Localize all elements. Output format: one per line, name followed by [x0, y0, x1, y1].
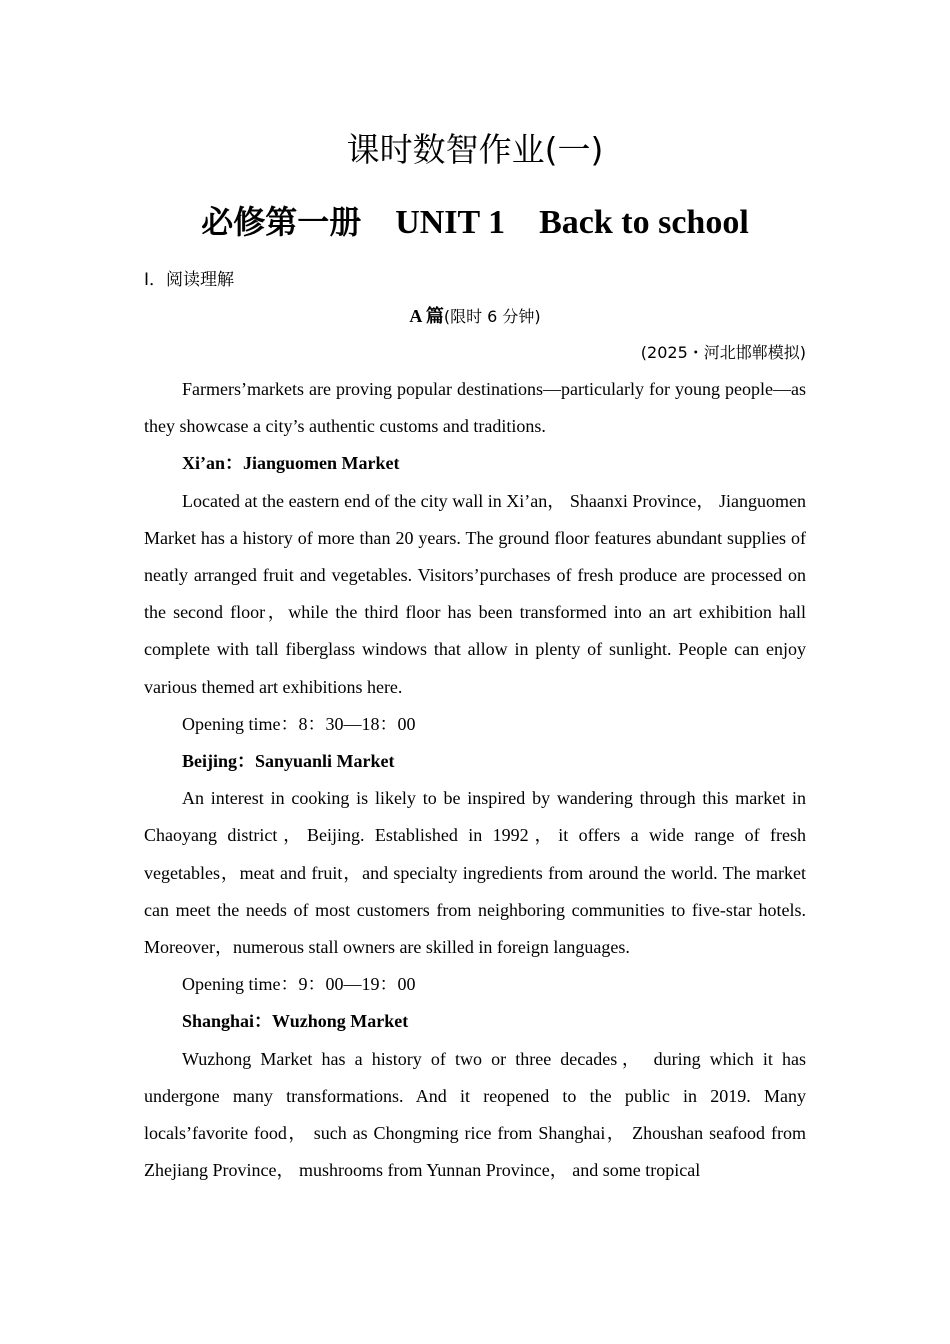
part-a-heading: [144, 302, 806, 331]
page-subtitle: [144, 198, 806, 247]
xian-paragraph: Located at the eastern end of the city wall in Xi’an， Shaanxi Province， Jianguomen Market has a history of more than 20 years. The ground floor features abundant supplies of neatly arranged fruit and vegetables. Visitors’purchases of fresh produce are processed on the second floor，while the third floor has been transformed into an art exhibition hall complete with tall fiberglass windows that allow in plenty of sunlight. People can enjoy various themed art exhibitions here.: [144, 490, 806, 697]
passage-intro: Farmers’markets are proving popular destinations—particularly for young people—as they showcase a city’s authentic customs and traditions.: [144, 379, 806, 437]
xian-opening-time: Opening time：8：30—18：00: [182, 713, 416, 734]
beijing-opening-time: Opening time：9：00—19：00: [182, 974, 416, 995]
xian-heading: Xi’an：Jianguomen Market: [182, 453, 400, 474]
page-title: 课时数智作业(一): [346, 130, 604, 169]
subtitle-topic: Back to school: [539, 204, 749, 241]
shanghai-paragraph: Wuzhong Market has a history of two or three decades， during which it has undergone many transformations. And it reopened to the public in 2019. Many locals’favorite food， such as Chongming rice from Shanghai， Zhoushan seafood from Zhejiang Province， mushrooms from Yunnan Province， and some tropical: [144, 1048, 806, 1181]
source-note: [641, 338, 806, 367]
part-a-time-limit: (限时 6 分钟): [443, 307, 541, 326]
section-label: Ⅰ．阅读理解: [144, 270, 235, 290]
source-text: (2025・河北邯郸模拟): [640, 343, 806, 362]
part-a-label: A 篇: [409, 306, 444, 326]
subtitle-book: 必修第一册: [201, 203, 362, 241]
beijing-heading: Beijing：Sanyuanli Market: [182, 751, 395, 772]
subtitle-unit: UNIT 1: [395, 204, 506, 241]
shanghai-heading: Shanghai：Wuzhong Market: [182, 1011, 409, 1032]
beijing-paragraph: An interest in cooking is likely to be inspired by wandering through this market in Chaoyang district，Beijing. Established in 1992，it offers a wide range of fresh vegetables，meat and fruit，and specialty ingredients from around the world. The market can meet the needs of most customers from neighboring communities to five-star hotels. Moreover，numerous stall owners are skilled in foreign languages.: [144, 788, 806, 958]
passage: [144, 371, 806, 1189]
